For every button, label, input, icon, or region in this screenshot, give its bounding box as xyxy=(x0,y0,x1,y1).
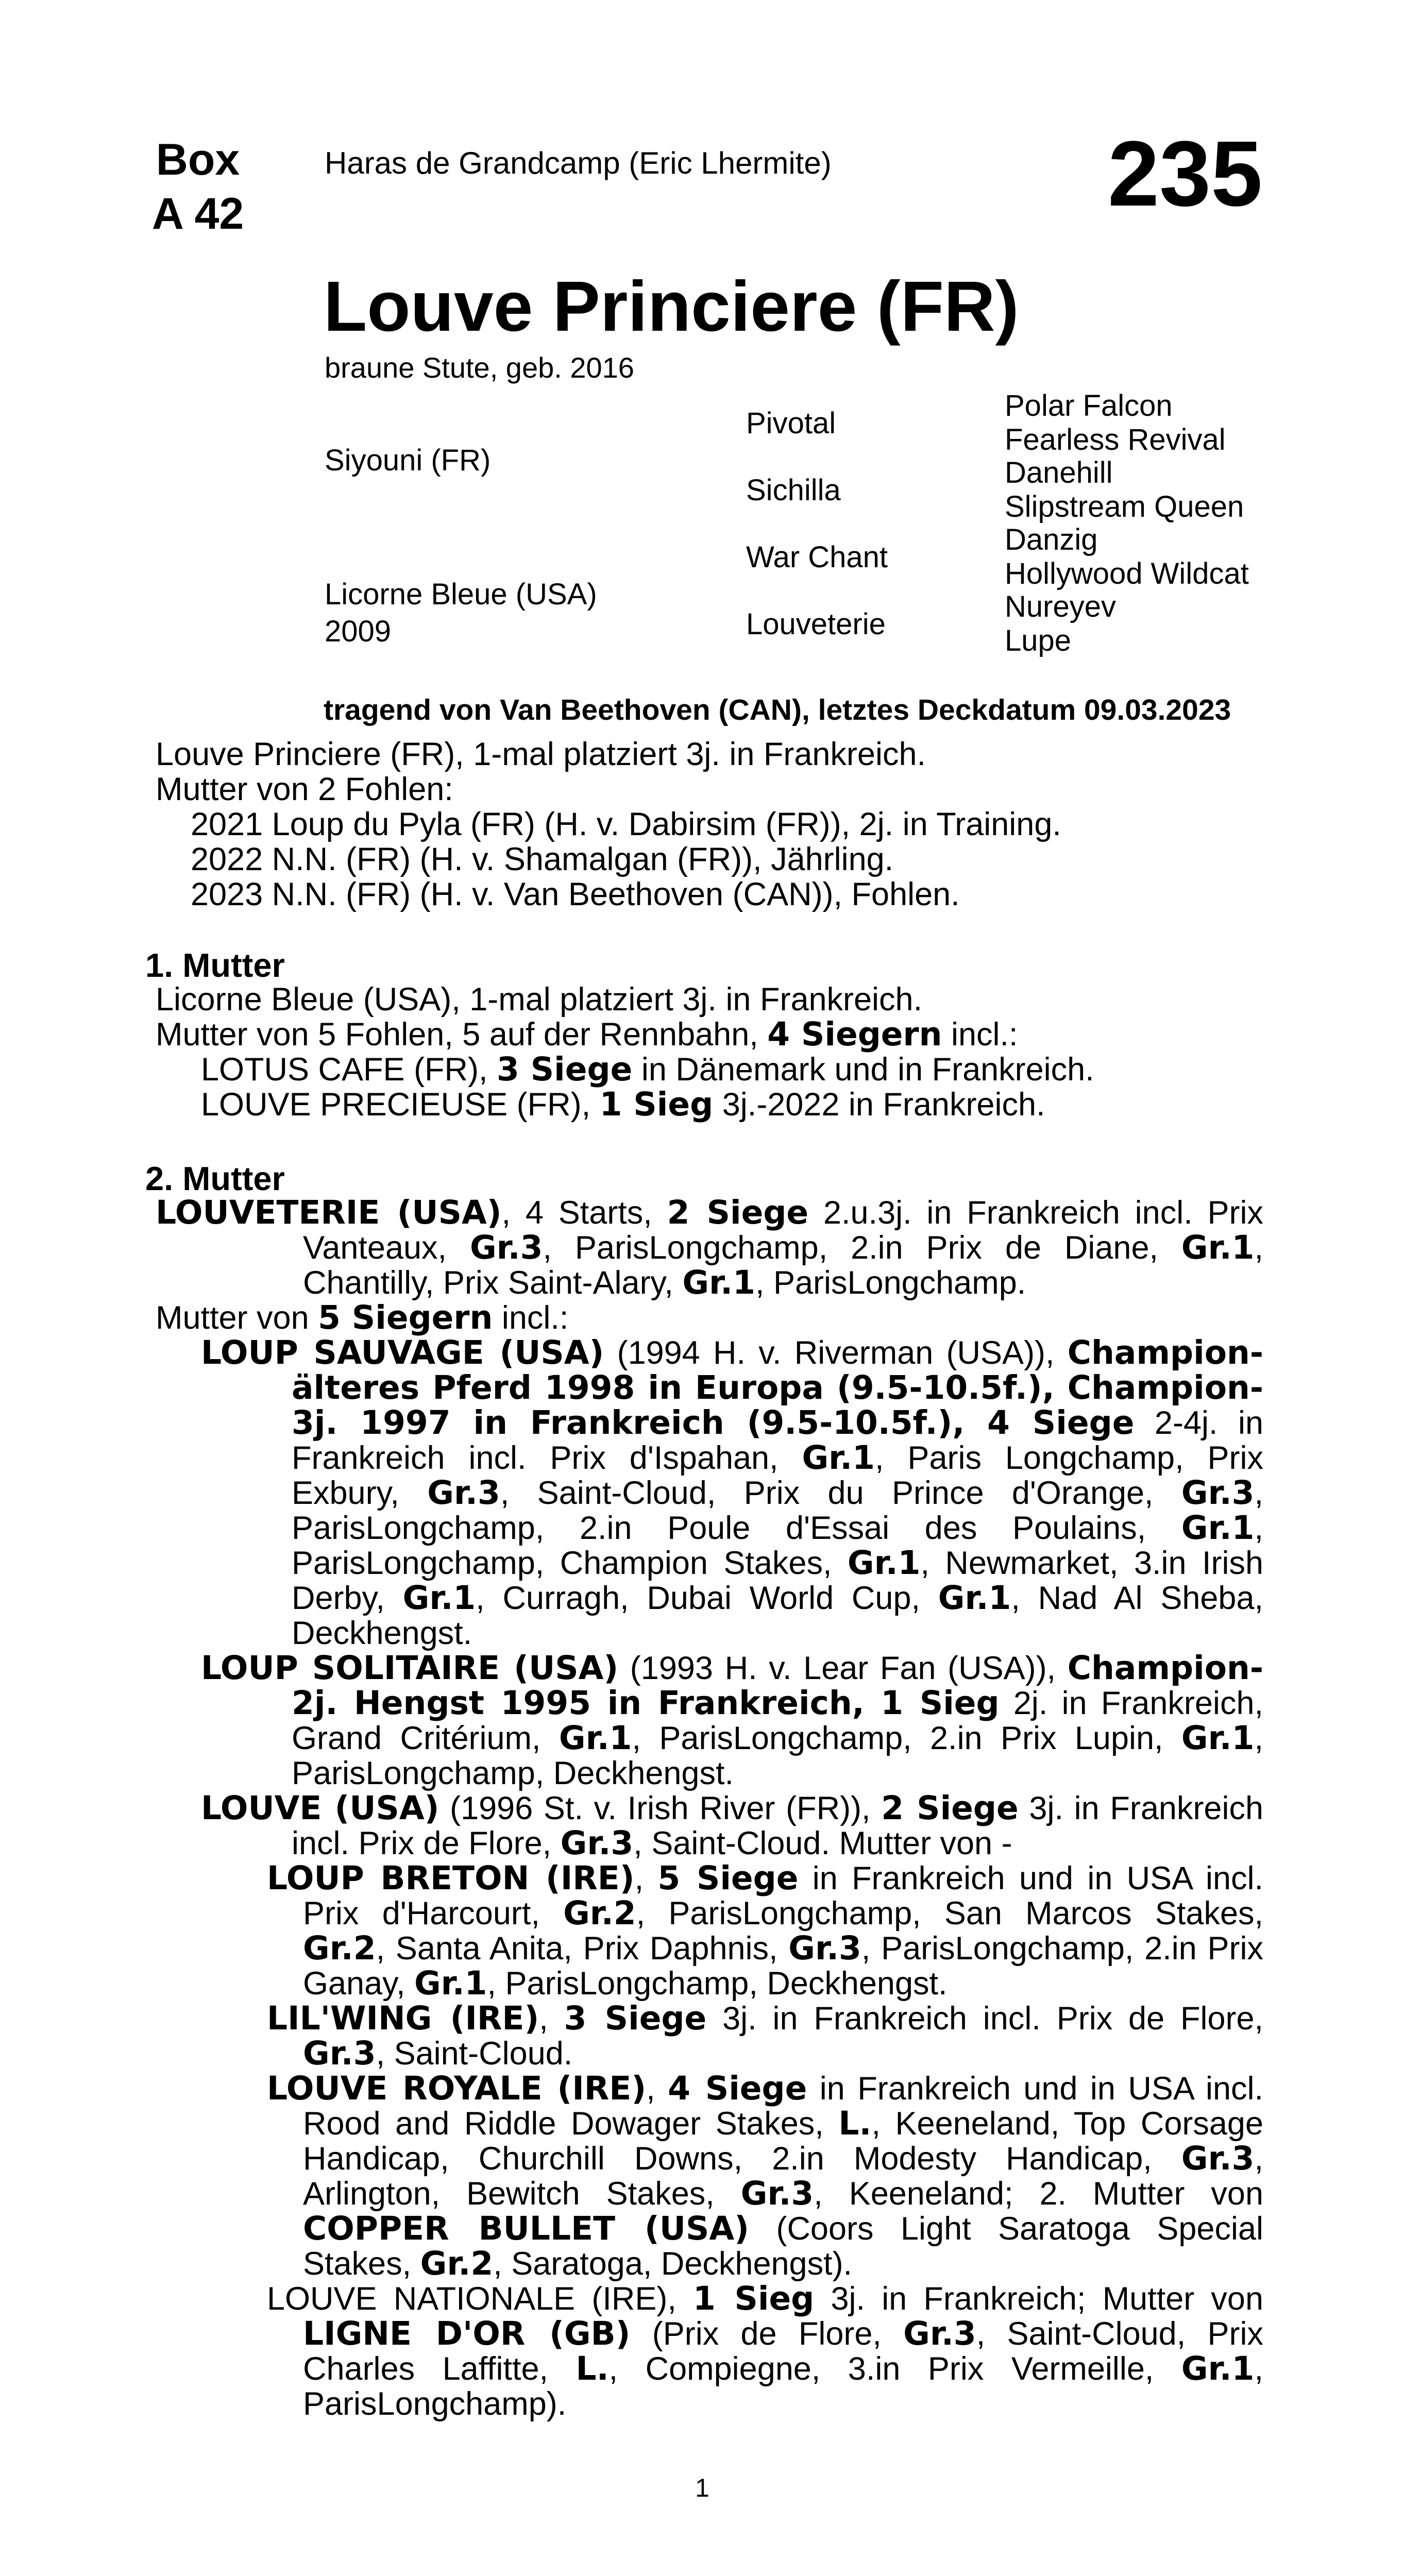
offspring-loup-solitaire: LOUP SOLITAIRE (USA) (1993 H. v. Lear Fan (USA)), Champion-2j. Hengst 1995 in Frankreich, 1 Sieg 2j. in Frankreich, Grand Critérium, Gr.1, ParisLongchamp, 2.in Prix Lupin, Gr.1, ParisLongchamp, Deckhengst. xyxy=(201,1649,1263,1791)
second-dam-record: LOUVETERIE (USA), 4 Starts, 2 Siege 2.u.3j. in Frankreich incl. Prix Vanteaux, Gr.3, ParisLongchamp, 2.in Prix de Diane, Gr.1, Chantilly, Prix Saint-Alary, Gr.1, ParisLongchamp. xyxy=(156,1194,1264,1301)
first-dam-record: Licorne Bleue (USA), 1-mal platziert 3j. in Frankreich. xyxy=(156,981,923,1018)
first-dam-produce: Mutter von 5 Fohlen, 5 auf der Rennbahn, 4 Siegern incl.: xyxy=(156,1015,1018,1053)
pedigree-great-grandparent: Danzig xyxy=(1005,523,1098,556)
foal-entry: 2021 Loup du Pyla (FR) (H. v. Dabirsim (FR)), 2j. in Training. xyxy=(191,806,1061,842)
grandoffspring-louve-royale: LOUVE ROYALE (IRE), 4 Siege in Frankreich und in USA incl. Rood and Riddle Dowager Stakes, L., Keeneland, Top Corsage Handicap, Churchill Downs, 2.in Modesty Handicap, Gr.3, Arlington, Bewitch Stakes, Gr.3, Keeneland; 2. Mutter von COPPER BULLET (USA) (Coors Light Saratoga Special Stakes, Gr.2, Saratoga, Deckhengst). xyxy=(267,2070,1263,2282)
intro-foal-count: Mutter von 2 Fohlen: xyxy=(156,771,453,807)
breeder: Haras de Grandcamp (Eric Lhermite) xyxy=(325,146,832,180)
horse-description: braune Stute, geb. 2016 xyxy=(325,351,634,384)
pedigree-great-grandparent: Danehill xyxy=(1005,456,1113,489)
offspring-louve: LOUVE (USA) (1996 St. v. Irish River (FR)), 2 Siege 3j. in Frankreich incl. Prix de Flore, Gr.3, Saint-Cloud. Mutter von - xyxy=(201,1789,1263,1862)
pedigree-dam: Licorne Bleue (USA) xyxy=(325,578,597,611)
pedigree-great-grandparent: Hollywood Wildcat xyxy=(1005,557,1249,590)
pedigree-great-grandparent: Lupe xyxy=(1005,624,1072,657)
lot-number: 235 xyxy=(1108,122,1263,226)
second-dam-produce: Mutter von 5 Siegern incl.: xyxy=(156,1299,569,1336)
intro-racing-record: Louve Princiere (FR), 1-mal platziert 3j. in Frankreich. xyxy=(156,736,926,772)
foal-entry: 2022 N.N. (FR) (H. v. Shamalgan (FR)), Jährling. xyxy=(191,841,894,877)
box-label-line1: Box xyxy=(156,135,240,184)
pedigree-great-grandparent: Nureyev xyxy=(1005,590,1116,623)
pedigree-great-grandparent: Polar Falcon xyxy=(1005,389,1173,422)
pregnancy-note: tragend von Van Beethoven (CAN), letztes Deckdatum 09.03.2023 xyxy=(324,693,1231,726)
pedigree-grandparent: Louveterie xyxy=(746,607,886,641)
pedigree-grandparent: War Chant xyxy=(746,540,888,574)
grandoffspring-lilwing: LIL'WING (IRE), 3 Siege 3j. in Frankreich incl. Prix de Flore, Gr.3, Saint-Cloud. xyxy=(267,1999,1264,2072)
horse-name: Louve Princiere (FR) xyxy=(324,267,1019,346)
pedigree-grandparent: Sichilla xyxy=(746,473,841,507)
grandoffspring-louve-nationale: LOUVE NATIONALE (IRE), 1 Sieg 3j. in Frankreich; Mutter von LIGNE D'OR (GB) (Prix de Flore, Gr.3, Saint-Cloud, Prix Charles Laffitte, L., Compiegne, 3.in Prix Vermeille, Gr.1, ParisLongchamp). xyxy=(267,2280,1263,2422)
box-label-line2: A 42 xyxy=(151,189,244,239)
pedigree-great-grandparent: Slipstream Queen xyxy=(1005,490,1244,523)
second-dam-heading: 2. Mutter xyxy=(145,1160,285,1197)
pedigree-sire: Siyouni (FR) xyxy=(325,444,491,477)
offspring-loup-sauvage: LOUP SAUVAGE (USA) (1994 H. v. Riverman (USA)), Champion-älteres Pferd 1998 in Europa (9.5-10.5f.), Champion-3j. 1997 in Frankreich (9.5-10.5f.), 4 Siege 2-4j. in Frankreich incl. Prix d'Ispahan, Gr.1, Paris Longchamp, Prix Exbury, Gr.3, Saint-Cloud, Prix du Prince d'Orange, Gr.3, ParisLongchamp, 2.in Poule d'Essai des Poulains, Gr.1, ParisLongchamp, Champion Stakes, Gr.1, Newmarket, 3.in Irish Derby, Gr.1, Curragh, Dubai World Cup, Gr.1, Nad Al Sheba, Deckhengst. xyxy=(201,1334,1264,1651)
first-dam-offspring: LOUVE PRECIEUSE (FR), 1 Sieg 3j.-2022 in Frankreich. xyxy=(201,1086,1045,1123)
foal-entry: 2023 N.N. (FR) (H. v. Van Beethoven (CAN)), Fohlen. xyxy=(191,876,960,912)
pedigree-great-grandparent: Fearless Revival xyxy=(1005,423,1226,456)
box-label xyxy=(136,133,260,241)
pedigree-grandparent: Pivotal xyxy=(746,406,836,440)
first-dam-offspring: LOTUS CAFE (FR), 3 Siege in Dänemark und in Frankreich. xyxy=(201,1050,1094,1088)
first-dam-heading: 1. Mutter xyxy=(145,946,285,984)
grandoffspring-loup-breton: LOUP BRETON (IRE), 5 Siege in Frankreich und in USA incl. Prix d'Harcourt, Gr.2, ParisLongchamp, San Marcos Stakes, Gr.2, Santa Anita, Prix Daphnis, Gr.3, ParisLongchamp, 2.in Prix Ganay, Gr.1, ParisLongchamp, Deckhengst. xyxy=(267,1859,1264,2002)
pedigree-dam-year: 2009 xyxy=(325,615,392,648)
page-number: 1 xyxy=(695,2473,709,2502)
